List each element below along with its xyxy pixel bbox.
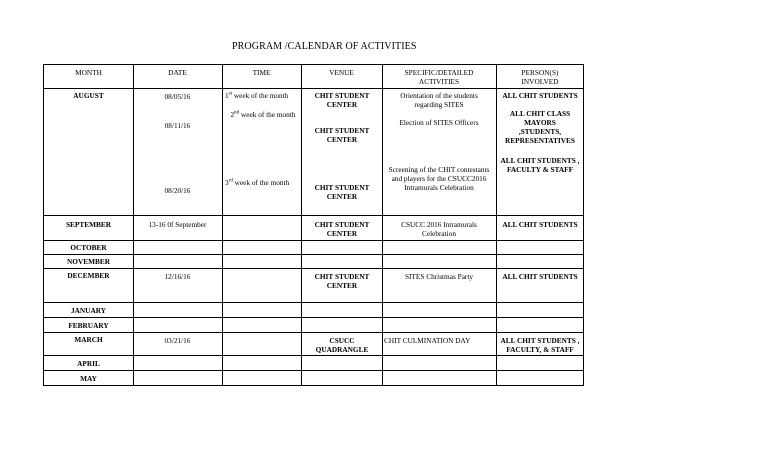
time-cell: 1st week of the month: [225, 91, 289, 100]
month-cell: DECEMBER: [67, 271, 110, 280]
header-activities: SPECIFIC/DETAILED ACTIVITIES: [404, 68, 474, 86]
persons-cell: ALL CHIT STUDENTS: [502, 91, 578, 100]
venue-cell: CHIT STUDENT CENTER: [314, 272, 370, 290]
month-cell: MARCH: [74, 335, 103, 344]
date-cell: 08/11/16: [164, 121, 191, 130]
month-cell: APRIL: [77, 359, 100, 368]
table-row: [44, 241, 583, 255]
table-row: [44, 89, 583, 216]
venue-cell: CSUCC QUADRANGLE: [315, 336, 369, 354]
header-date: DATE: [168, 68, 187, 77]
time-cell: 2nd week of the month: [230, 110, 296, 119]
table-row: [44, 255, 583, 269]
activity-cell: Screening of the CHIT contestants and players for the CSUCC2016 Intramurals Celebration: [388, 165, 490, 192]
header-persons: PERSON(S) INVOLVED: [521, 68, 559, 86]
activities-table: [43, 64, 584, 386]
venue-cell: CHIT STUDENT CENTER: [314, 183, 370, 201]
persons-cell: ALL CHIT STUDENTS , FACULTY, & STAFF: [500, 336, 580, 354]
venue-cell: CHIT STUDENT CENTER: [314, 220, 370, 238]
table-row: [44, 216, 583, 241]
persons-cell: ALL CHIT STUDENTS: [502, 220, 578, 229]
table-row: [44, 333, 583, 356]
date-cell: 03/21/16: [164, 336, 191, 345]
header-venue: VENUE: [329, 68, 354, 77]
activity-cell: Orientation of the students regarding SITES: [400, 91, 478, 109]
time-cell: 3rd week of the month: [225, 178, 290, 187]
venue-cell: CHIT STUDENT CENTER: [314, 91, 370, 109]
table-row: [44, 371, 583, 385]
table-row: [44, 269, 583, 303]
date-cell: 08/05/16: [164, 92, 191, 101]
page-title: PROGRAM /CALENDAR OF ACTIVITIES: [232, 41, 417, 52]
table-row: [44, 356, 583, 371]
table-row: [44, 303, 583, 318]
activity-cell: SITES Christmas Party: [404, 272, 474, 281]
month-cell: AUGUST: [73, 91, 104, 100]
month-cell: FEBRUARY: [68, 321, 109, 330]
month-cell: MAY: [80, 374, 97, 383]
table-row: [44, 318, 583, 333]
month-cell: NOVEMBER: [67, 257, 110, 266]
activity-cell: Election of SITES Officers: [399, 118, 479, 127]
date-cell: 12/16/16: [164, 272, 191, 281]
month-cell: JANUARY: [70, 306, 106, 315]
venue-cell: CHIT STUDENT CENTER: [314, 126, 370, 144]
persons-cell: ALL CHIT CLASS MAYORS ,STUDENTS, REPRESENTATIVES: [505, 109, 575, 145]
activity-cell: CSUCC 2016 Intramurals Celebration: [401, 220, 477, 238]
activity-cell: CHIT CULMINATION DAY: [384, 336, 471, 345]
date-cell: 13-16 0f September: [148, 220, 207, 229]
table-header-row: [44, 65, 583, 89]
month-cell: OCTOBER: [70, 243, 107, 252]
header-month: MONTH: [75, 68, 102, 77]
persons-cell: ALL CHIT STUDENTS: [502, 272, 578, 281]
date-cell: 08/20/16: [164, 186, 191, 195]
header-time: TIME: [252, 68, 271, 77]
persons-cell: ALL CHIT STUDENTS , FACULTY & STAFF: [500, 156, 580, 174]
month-cell: SEPTEMBER: [65, 220, 111, 229]
